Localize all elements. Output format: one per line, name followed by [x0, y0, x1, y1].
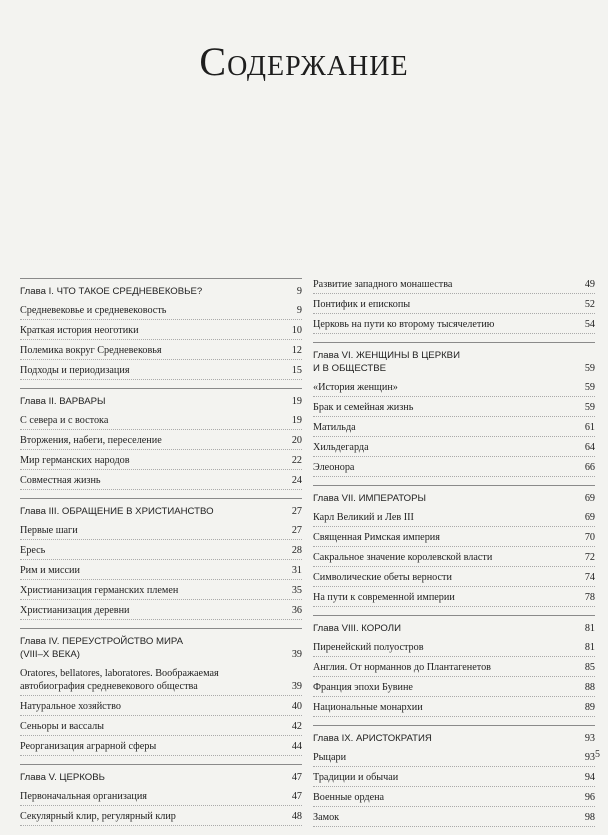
toc-entry-page: 66	[584, 462, 595, 473]
toc-entry[interactable]	[313, 421, 595, 437]
toc-entry-title: Понтифик и епископы	[313, 299, 411, 310]
toc-entry[interactable]	[313, 441, 595, 457]
toc-entry-title: Глава II. ВАРВАРЫ	[20, 396, 106, 407]
page-title: Содержание	[199, 39, 409, 84]
toc-entry-page: 42	[291, 721, 302, 732]
toc-entry-title: Натуральное хозяйство	[20, 701, 121, 712]
toc-entry-title: Традиции и обычаи	[313, 772, 399, 783]
toc-entry-page: 44	[291, 741, 302, 752]
toc-entry-title: Элеонора	[313, 462, 355, 473]
toc-entry[interactable]	[313, 701, 595, 717]
toc-entry-page: 22	[291, 455, 302, 466]
toc-chapter	[20, 764, 302, 826]
toc-chapter-heading[interactable]	[313, 492, 595, 507]
toc-chapter	[313, 615, 595, 717]
toc-entry-page: 61	[584, 422, 595, 433]
toc-entry-title: Совместная жизнь	[20, 475, 101, 486]
toc-entry-page: 69	[584, 512, 595, 523]
toc-entry[interactable]	[20, 667, 302, 696]
toc-entry-title: Замок	[313, 812, 340, 823]
toc-entry-page: 94	[584, 772, 595, 783]
toc-entry-title: Глава III. ОБРАЩЕНИЕ В ХРИСТИАНСТВО	[20, 506, 214, 517]
toc-entry-page: 31	[291, 565, 302, 576]
toc-entry[interactable]	[20, 584, 302, 600]
toc-entry-title: Священная Римская империя	[313, 532, 440, 543]
toc-entry-title: Военные ордена	[313, 792, 385, 803]
toc-chapter	[313, 725, 595, 827]
toc-entry[interactable]	[20, 304, 302, 320]
toc-entry-page: 59	[584, 402, 595, 413]
toc-entry-page: 88	[584, 682, 595, 693]
toc-entry-page: 39	[291, 649, 302, 660]
toc-entry[interactable]	[313, 531, 595, 547]
toc-entry-title: Церковь на пути ко второму тысячелетию	[313, 319, 495, 330]
toc-entry[interactable]	[313, 461, 595, 477]
toc-entry-title: Мир германских народов	[20, 455, 130, 466]
toc-entry-page: 19	[291, 415, 302, 426]
toc-entry[interactable]	[313, 318, 595, 334]
toc-entry-title: Развитие западного монашества	[313, 279, 453, 290]
toc-entry[interactable]	[313, 641, 595, 657]
toc-entry-page: 93	[584, 752, 595, 763]
toc-entry-page: 96	[584, 792, 595, 803]
toc-entry[interactable]	[20, 810, 302, 826]
toc-entry-page: 59	[584, 382, 595, 393]
toc-entry-title: Секулярный клир, регулярный клир	[20, 811, 176, 822]
toc-entry-page: 35	[291, 585, 302, 596]
toc-entry[interactable]	[20, 414, 302, 430]
toc-entry[interactable]	[20, 364, 302, 380]
toc-entry-page: 47	[291, 791, 302, 802]
toc-entry-page: 85	[584, 662, 595, 673]
toc-entry[interactable]	[313, 571, 595, 587]
toc-entry-page: 54	[584, 319, 595, 330]
toc-chapter	[20, 388, 302, 490]
toc-entry-page: 98	[584, 812, 595, 823]
toc-chapter	[313, 278, 595, 334]
toc-entry-page: 47	[291, 772, 302, 783]
toc-entry-page: 49	[584, 279, 595, 290]
toc-entry[interactable]	[20, 454, 302, 470]
toc-entry[interactable]	[20, 524, 302, 540]
toc-entry-title: Средневековье и средневековость	[20, 305, 167, 316]
toc-entry-title: Рим и миссии	[20, 565, 80, 576]
toc-entry-page: 72	[584, 552, 595, 563]
toc-entry-title: На пути к современной империи	[313, 592, 455, 603]
toc-column-right	[313, 278, 595, 835]
toc-entry[interactable]	[20, 324, 302, 340]
toc-entry-title: Первоначальная организация	[20, 791, 147, 802]
toc-entry-title: Глава IX. АРИСТОКРАТИЯ	[313, 733, 432, 744]
toc-entry-page: 81	[584, 642, 595, 653]
toc-entry-page: 27	[291, 525, 302, 536]
toc-entry-title: Брак и семейная жизнь	[313, 402, 414, 413]
toc-entry-title: Франция эпохи Бувине	[313, 682, 413, 693]
toc-entry-title: «История женщин»	[313, 382, 398, 393]
toc-entry-page: 52	[584, 299, 595, 310]
toc-chapter-heading[interactable]	[313, 732, 595, 747]
toc-entry[interactable]	[313, 551, 595, 567]
toc-entry-title: Краткая история неоготики	[20, 325, 139, 336]
toc-entry[interactable]	[313, 811, 595, 827]
toc-entry-page: 74	[584, 572, 595, 583]
toc-entry[interactable]	[20, 720, 302, 736]
toc-chapter-heading[interactable]	[20, 285, 302, 300]
toc-entry-page: 64	[584, 442, 595, 453]
toc-chapter	[20, 628, 302, 756]
toc-entry-title: Реорганизация аграрной сферы	[20, 741, 157, 752]
toc-chapter-heading[interactable]	[20, 505, 302, 520]
toc-entry[interactable]	[313, 298, 595, 314]
toc-entry-page: 59	[584, 363, 595, 374]
toc-entry[interactable]	[20, 740, 302, 756]
toc-entry-page: 81	[584, 623, 595, 634]
toc-entry-title: С севера и с востока	[20, 415, 109, 426]
toc-chapter-heading[interactable]	[313, 622, 595, 637]
toc-entry-page: 15	[291, 365, 302, 376]
toc-entry-title: Подходы и периодизация	[20, 365, 130, 376]
toc-chapter-heading[interactable]	[20, 771, 302, 786]
toc-entry-title: Полемика вокруг Средневековья	[20, 345, 162, 356]
toc-entry-page: 19	[291, 396, 302, 407]
toc-entry-title: Глава I. ЧТО ТАКОЕ СРЕДНЕВЕКОВЬЕ?	[20, 286, 203, 297]
toc-entry-title: Глава VIII. КОРОЛИ	[313, 623, 401, 634]
toc-column-left	[20, 278, 302, 834]
toc-entry[interactable]	[313, 278, 595, 294]
toc-entry-page: 48	[291, 811, 302, 822]
toc-entry-title: Глава V. ЦЕРКОВЬ	[20, 772, 105, 783]
toc-chapter	[313, 485, 595, 607]
toc-entry-page: 70	[584, 532, 595, 543]
toc-entry-page: 78	[584, 592, 595, 603]
toc-entry[interactable]	[313, 681, 595, 697]
toc-entry-page: 89	[584, 702, 595, 713]
toc-entry[interactable]	[313, 511, 595, 527]
toc-entry-title: Матильда	[313, 422, 356, 433]
toc-chapter	[20, 278, 302, 380]
toc-entry[interactable]	[20, 434, 302, 450]
toc-entry[interactable]	[20, 474, 302, 490]
toc-entry-page: 9	[296, 286, 302, 297]
toc-entry[interactable]	[20, 604, 302, 620]
toc-entry[interactable]	[20, 564, 302, 580]
toc-entry-title: Христианизация деревни	[20, 605, 130, 616]
toc-entry-title: Пиренейский полуостров	[313, 642, 424, 653]
toc-entry[interactable]	[313, 401, 595, 417]
toc-entry-title: Вторжения, набеги, переселение	[20, 435, 162, 446]
toc-entry-page: 69	[584, 493, 595, 504]
toc-entry-title: Сеньоры и вассалы	[20, 721, 105, 732]
toc-chapter-heading[interactable]	[313, 349, 595, 377]
page-number: 5	[595, 749, 600, 760]
toc-entry[interactable]	[20, 544, 302, 560]
toc-entry-page: 20	[291, 435, 302, 446]
toc-entry[interactable]	[313, 381, 595, 397]
toc-entry-title: Глава VI. ЖЕНЩИНЫ В ЦЕРКВИ И В ОБЩЕСТВЕ	[313, 350, 460, 374]
toc-chapter	[20, 498, 302, 620]
toc-entry-title: Глава IV. ПЕРЕУСТРОЙСТВО МИРА (VIII–X ВЕКА)	[20, 636, 184, 660]
toc-entry[interactable]	[313, 751, 595, 767]
toc-entry[interactable]	[313, 791, 595, 807]
toc-entry[interactable]	[20, 344, 302, 360]
toc-entry[interactable]	[20, 700, 302, 716]
toc-entry-page: 10	[291, 325, 302, 336]
toc-entry-title: Рыцари	[313, 752, 347, 763]
toc-entry-page: 40	[291, 701, 302, 712]
toc-entry-page: 36	[291, 605, 302, 616]
toc-entry-page: 24	[291, 475, 302, 486]
toc-entry-title: Символические обеты верности	[313, 572, 452, 583]
toc-entry-title: Ересь	[20, 545, 46, 556]
toc-entry[interactable]	[313, 591, 595, 607]
toc-entry-title: Глава VII. ИМПЕРАТОРЫ	[313, 493, 427, 504]
toc-entry-title: Хильдегарда	[313, 442, 369, 453]
toc-entry-page: 28	[291, 545, 302, 556]
toc-chapter	[313, 342, 595, 477]
toc-entry-title: Англия. От норманнов до Плантагенетов	[313, 662, 491, 673]
toc-chapter-heading[interactable]	[20, 395, 302, 410]
toc-entry[interactable]	[20, 790, 302, 806]
toc-entry[interactable]	[313, 661, 595, 677]
toc-entry-title: Национальные монархии	[313, 702, 423, 713]
toc-chapter-heading[interactable]	[20, 635, 302, 663]
toc-entry-title: Карл Великий и Лев III	[313, 512, 414, 523]
toc-entry-title: Первые шаги	[20, 525, 78, 536]
toc-entry-title: Oratores, bellatores, laboratores. Воображаемая автобиография средневекового общества	[20, 668, 219, 692]
toc-entry-page: 27	[291, 506, 302, 517]
toc-entry-page: 39	[291, 681, 302, 692]
toc-entry-title: Христианизация германских племен	[20, 585, 179, 596]
toc-entry[interactable]	[313, 771, 595, 787]
toc-entry-page: 93	[584, 733, 595, 744]
toc-entry-title: Сакральное значение королевской власти	[313, 552, 493, 563]
toc-entry-page: 9	[296, 305, 302, 316]
toc-entry-page: 12	[291, 345, 302, 356]
